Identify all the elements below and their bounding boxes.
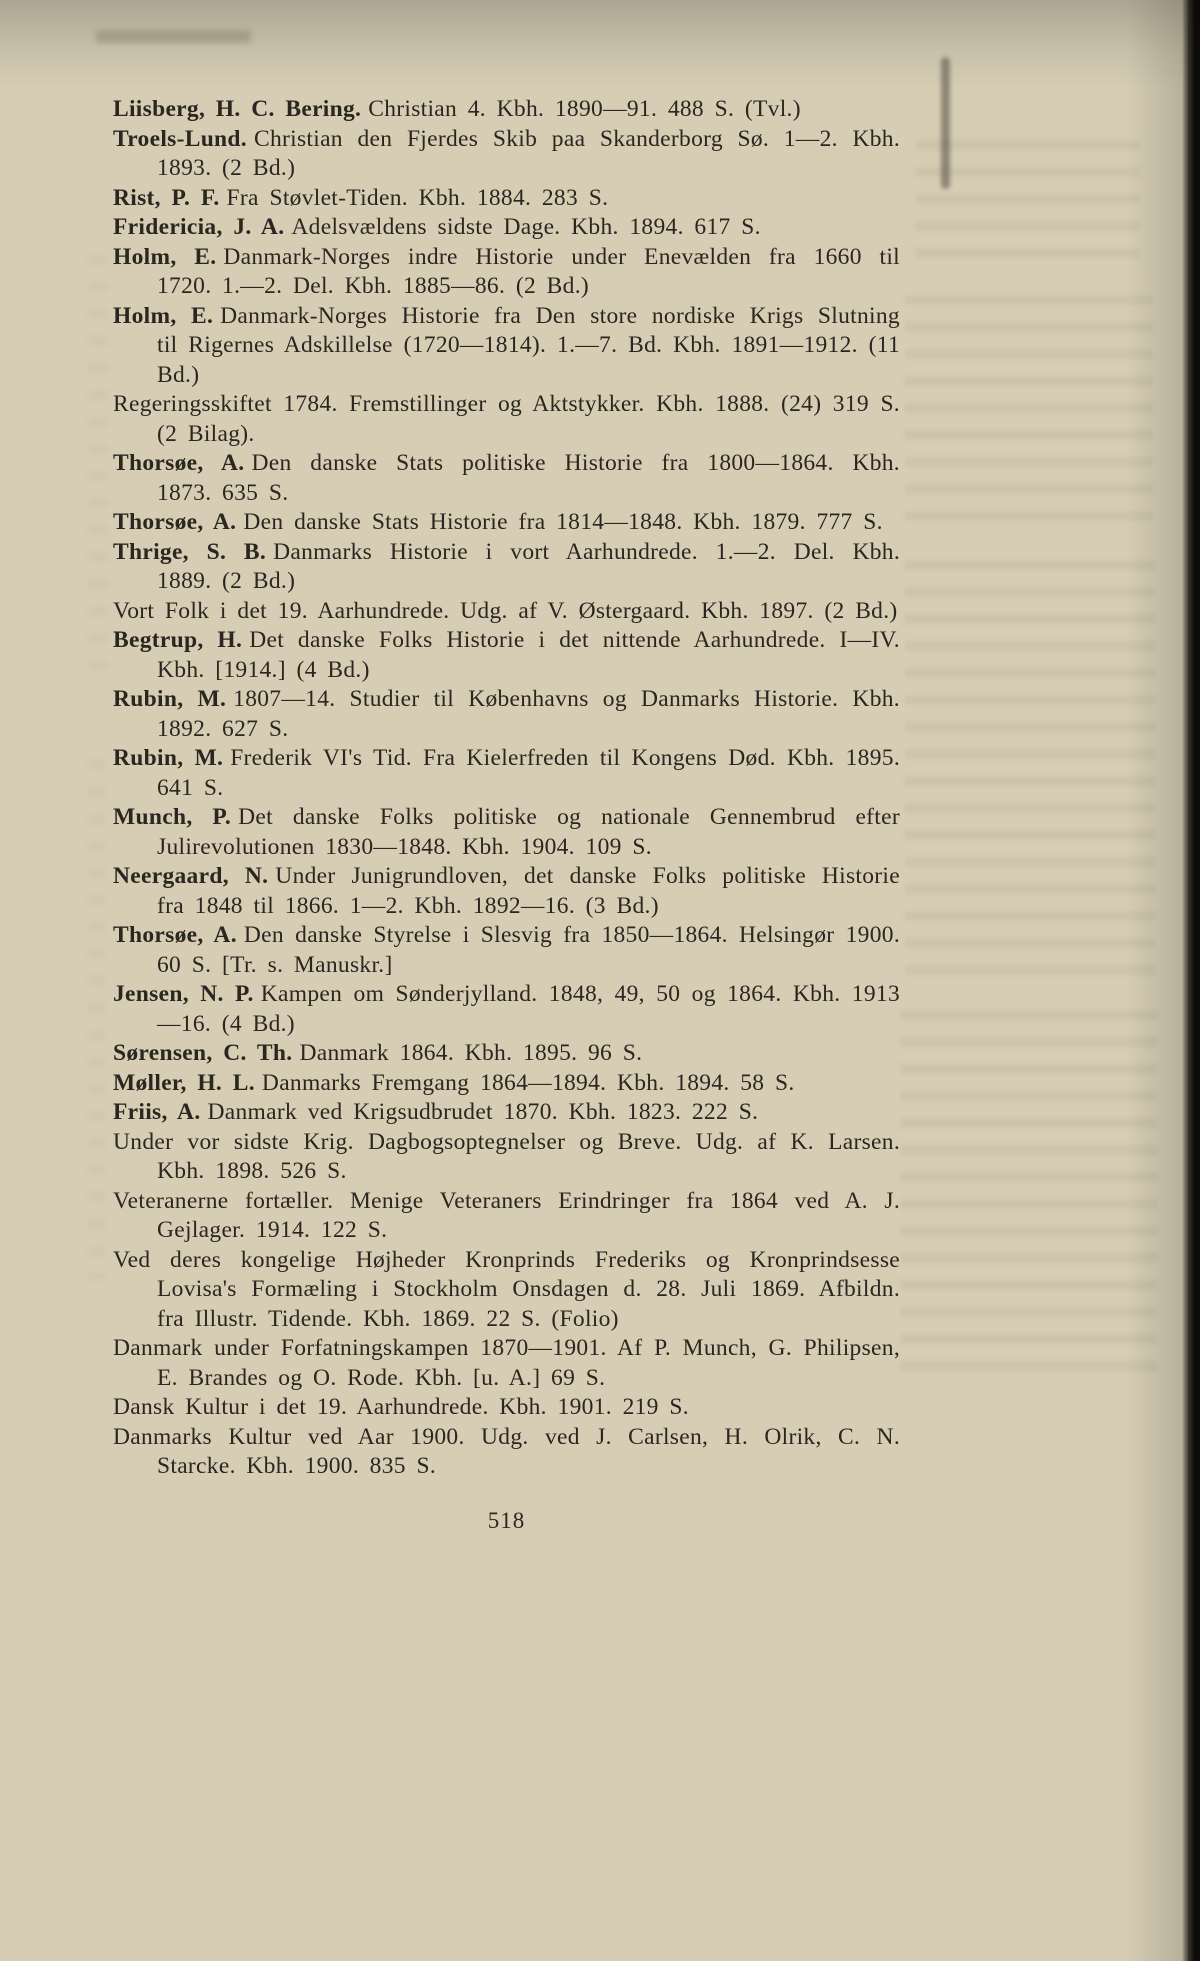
entry-author: Fridericia, J. A. — [113, 214, 285, 240]
bleedthrough-artifact — [88, 255, 108, 675]
bibliography-entry — [113, 390, 900, 449]
bibliography-entry — [113, 1098, 900, 1128]
entry-author: Thorsøe, A. — [113, 450, 245, 476]
entry-author: Thorsøe, A. — [113, 509, 237, 535]
entry-text: Vort Folk i det 19. Aarhundrede. Udg. af V. Østergaard. Kbh. 1897. (2 Bd.) — [113, 597, 898, 624]
entry-text: Danmarks Kultur ved Aar 1900. Udg. ved J. Carlsen, H. Olrik, C. N. Starcke. Kbh. 1900. 835 S. — [113, 1423, 900, 1479]
bibliography-entry — [113, 125, 900, 184]
entry-text: Danmarks Historie i vort Aarhundrede. 1.—2. Del. Kbh. 1889. (2 Bd.) — [157, 538, 901, 594]
bibliography-entry — [113, 626, 900, 685]
entry-text: Den danske Styrelse i Slesvig fra 1850—1864. Helsingør 1900. 60 S. [Tr. s. Manuskr.] — [157, 922, 900, 978]
bibliography-entry — [113, 685, 900, 744]
bleedthrough-artifact — [905, 560, 1155, 990]
bibliography-entry — [113, 95, 900, 125]
entry-author: Liisberg, H. C. Bering. — [113, 96, 362, 122]
bibliography-entry — [113, 980, 900, 1039]
entry-text: Fra Støvlet-Tiden. Kbh. 1884. 283 S. — [226, 184, 609, 211]
bibliography-entry — [113, 449, 900, 508]
entry-author: Munch, P. — [113, 804, 232, 830]
bibliography-entry — [113, 862, 900, 921]
entry-author: Rist, P. F. — [113, 184, 220, 211]
entry-text: Det danske Folks Historie i det nittende Aarhundrede. I—IV. Kbh. [1914.] (4 Bd.) — [157, 627, 900, 683]
page-number: 518 — [487, 1507, 526, 1533]
entry-author: Begtrup, H. — [113, 627, 243, 653]
bibliography-entry — [113, 1039, 900, 1069]
entry-text: Kampen om Sønderjylland. 1848, 49, 50 og 1864. Kbh. 1913—16. (4 Bd.) — [157, 981, 900, 1037]
entry-text: Den danske Stats Historie fra 1814—1848. Kbh. 1879. 777 S. — [243, 509, 883, 535]
entry-text: Den danske Stats politiske Historie fra 1800—1864. Kbh. 1873. 635 S. — [157, 450, 900, 506]
bibliography-text-block — [113, 95, 900, 1534]
entry-author: Holm, E. — [113, 302, 214, 329]
entry-author: Holm, E. — [113, 243, 217, 270]
entry-text: Danmark under Forfatningskampen 1870—1901. Af P. Munch, G. Philipsen, E. Brandes og O. Rode. Kbh. [u. A.] 69 S. — [113, 1335, 900, 1391]
entry-author: Friis, A. — [113, 1099, 201, 1125]
entry-author: Rubin, M. — [113, 745, 224, 771]
bibliography-entry — [113, 803, 900, 862]
entry-text: Veteranerne fortæller. Menige Veteraners Erindringer fra 1864 ved A. J. Gejlager. 1914. 122 S. — [113, 1187, 900, 1243]
entry-text: Christian 4. Kbh. 1890—91. 488 S. (Tvl.) — [368, 96, 801, 122]
entry-author: Troels-Lund. — [113, 125, 247, 152]
entry-text: Ved deres kongelige Højheder Kronprinds Frederiks og Kronprindsesse Lovisa's Formæling i Stockholm Onsdagen d. 28. Juli 1869. Afbildn. fra Illustr. Tidende. Kbh. 1869. 22 S. (Folio) — [113, 1246, 900, 1332]
entry-author: Møller, H. L. — [113, 1069, 255, 1096]
entry-text: Frederik VI's Tid. Fra Kielerfreden til Kongens Død. Kbh. 1895. 641 S. — [157, 745, 900, 801]
bibliography-entry — [113, 744, 900, 803]
entry-text: Danmark-Norges Historie fra Den store nordiske Krigs Slutning til Rigernes Adskillelse (1720—1814). 1.—7. Bd. Kbh. 1891—1912. (11 Bd.) — [157, 302, 900, 388]
entry-text: Danmark ved Krigsudbrudet 1870. Kbh. 1823. 222 S. — [207, 1099, 759, 1125]
scan-artifact-smudge — [96, 30, 251, 43]
bibliography-entry — [113, 921, 900, 980]
entry-text: Regeringsskiftet 1784. Fremstillinger og Aktstykker. Kbh. 1888. (24) 319 S. (2 Bilag). — [113, 391, 900, 447]
bleedthrough-artifact — [88, 760, 106, 1280]
bibliography-entry — [113, 1334, 900, 1393]
bibliography-entry — [113, 243, 900, 302]
scan-edge-bar — [1182, 0, 1200, 1961]
bibliography-entry — [113, 1069, 900, 1099]
entry-text: Under Junigrundloven, det danske Folks politiske Historie fra 1848 til 1866. 1—2. Kbh. 1892—16. (3 Bd.) — [157, 863, 900, 919]
entry-author: Sørensen, C. Th. — [113, 1040, 293, 1066]
entry-text: Danmark-Norges indre Historie under Enevælden fra 1660 til 1720. 1.—2. Del. Kbh. 1885—86. (2 Bd.) — [157, 243, 900, 299]
bleedthrough-artifact — [905, 295, 1153, 530]
bibliography-entry — [113, 508, 900, 538]
entry-text: Danmarks Fremgang 1864—1894. Kbh. 1894. 58 S. — [261, 1069, 795, 1096]
entry-author: Thorsøe, A. — [113, 922, 237, 948]
scan-edge-shadow — [1126, 0, 1186, 1961]
bibliography-entry — [113, 1187, 900, 1246]
bibliography-entry — [113, 1128, 900, 1187]
bibliography-list — [113, 95, 900, 1482]
entry-author: Rubin, M. — [113, 686, 227, 712]
entry-author: Neergaard, N. — [113, 863, 269, 889]
bibliography-entry — [113, 538, 900, 597]
entry-text: 1807—14. Studier til Københavns og Danmarks Historie. Kbh. 1892. 627 S. — [157, 686, 900, 742]
bibliography-entry — [113, 213, 900, 243]
scan-artifact-mark — [941, 57, 950, 189]
scan-top-shadow — [0, 0, 1200, 95]
bibliography-entry — [113, 597, 900, 627]
entry-author: Jensen, N. P. — [113, 981, 254, 1007]
bibliography-entry — [113, 1393, 900, 1423]
entry-text: Dansk Kultur i det 19. Aarhundrede. Kbh. 1901. 219 S. — [113, 1394, 689, 1420]
bibliography-entry — [113, 1423, 900, 1482]
entry-text: Det danske Folks politiske og nationale Gennembrud efter Julirevolutionen 1830—1848. Kbh. 1904. 109 S. — [157, 804, 900, 860]
bibliography-entry — [113, 184, 900, 214]
bibliography-entry — [113, 302, 900, 391]
entry-author: Thrige, S. B. — [113, 538, 267, 565]
entry-text: Christian den Fjerdes Skib paa Skanderborg Sø. 1—2. Kbh. 1893. (2 Bd.) — [157, 125, 900, 181]
entry-text: Adelsvældens sidste Dage. Kbh. 1894. 617 S. — [291, 214, 761, 240]
bleedthrough-artifact — [900, 1010, 1158, 1380]
bibliography-entry — [113, 1246, 900, 1335]
entry-text: Under vor sidste Krig. Dagbogsoptegnelser og Breve. Udg. af K. Larsen. Kbh. 1898. 526 S. — [113, 1128, 900, 1184]
entry-text: Danmark 1864. Kbh. 1895. 96 S. — [299, 1040, 643, 1066]
